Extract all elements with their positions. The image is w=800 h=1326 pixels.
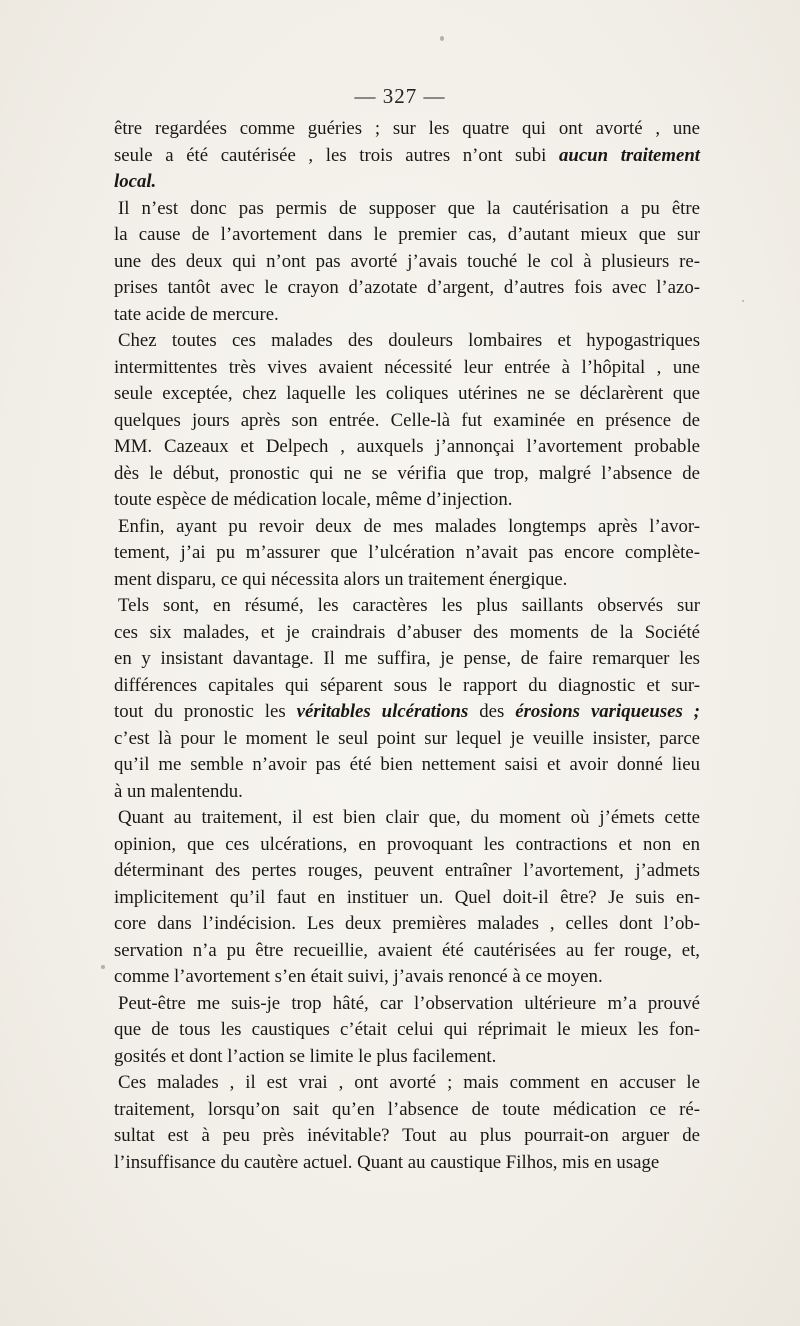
text-run: des [468,701,516,722]
text-line [114,1044,700,1071]
text-run: implicitement qu’il faut en instituer un. Quel doit-il être? Je suis en- [114,886,700,908]
emphasis-text: véritables ulcérations [296,701,469,722]
text-run: que de tous les caustiques c’était celui qui réprimait le mieux les fon- [114,1019,700,1040]
text-run: l’insuffisance du cautère actuel. Quant au caustique Filhos, mis en usage [114,1151,660,1173]
text-line [114,116,700,143]
text-line [114,381,700,408]
text-run: seule a été cautérisée , les trois autres n’ont subi [114,144,559,166]
print-speck [440,36,444,41]
text-run: toute espèce de médication locale, même d’injection. [114,489,513,510]
text-run: c’est là pour le moment le seul point sur lequel je veuille insister, parce [114,727,700,749]
text-line [114,832,700,859]
text-run: Ces malades , il est vrai , ont avorté ; mais comment en accuser le [118,1072,700,1093]
paragraph [114,991,700,1071]
text-run: servation n’a pu être recueillie, avaient été cautérisées au fer rouge, et, [114,939,700,961]
text-run: ces six malades, et je craindrais d’abuser des moments de la Société [114,621,700,643]
text-line [114,540,700,567]
print-speck [742,300,744,302]
text-run: différences capitales qui séparent sous le rapport du diagnostic et sur- [114,674,700,696]
text-line [114,991,700,1018]
text-run: la cause de l’avortement dans le premier cas, d’autant mieux que sur [114,224,700,245]
text-run: dès le début, pronostic qui ne se vérifia que trop, malgré l’absence de [114,462,700,484]
text-line [114,143,700,170]
text-line [114,461,700,488]
text-run: MM. Cazeaux et Delpech , auxquels j’annonçai l’avortement probable [114,436,700,457]
paragraph [114,514,700,594]
text-run: déterminant des pertes rouges, peuvent entraîner l’avortement, j’admets [114,860,700,881]
text-line [114,514,700,541]
text-line [114,593,700,620]
text-line [114,408,700,435]
text-run: prises tantôt avec le crayon d’azotate d’argent, d’autres fois avec l’azo- [114,277,700,298]
text-line [114,275,700,302]
text-line [114,434,700,461]
text-run: tement, j’ai pu m’assurer que l’ulcération n’avait pas encore complète- [114,542,700,563]
text-run: qu’il me semble n’avoir pas été bien nettement saisi et avoir donné lieu [114,754,700,775]
text-line [114,487,700,514]
text-line [114,805,700,832]
text-line [114,673,700,700]
emphasis-text: érosions variqueuses ; [515,701,701,722]
paragraph [114,805,700,991]
emphasis-text: aucun traitement [559,144,700,166]
text-line [114,355,700,382]
text-run: Peut-être me suis-je trop hâté, car l’observation ultérieure m’a prouvé [118,992,700,1014]
text-line [114,1070,700,1097]
text-line [114,249,700,276]
text-run: opinion, que ces ulcérations, en provoquant les contractions et non en [114,833,700,855]
text-line [114,1017,700,1044]
text-run: Il n’est donc pas permis de supposer que la cautérisation a pu être [118,197,700,219]
paragraph [114,196,700,329]
text-line [114,726,700,753]
text-line [114,1123,700,1150]
body-text [114,116,700,1176]
text-run: une des deux qui n’ont pas avorté j’avais touché le col à plusieurs re- [114,250,700,272]
text-line [114,646,700,673]
paragraph [114,593,700,805]
paragraph [114,328,700,514]
text-run: gosités et dont l’action se limite le plus facilement. [114,1045,497,1067]
text-line [114,699,700,726]
text-run: être regardées comme guéries ; sur les quatre qui ont avorté , une [114,118,700,139]
text-run: à un malentendu. [114,780,243,802]
text-line [114,858,700,885]
print-speck [101,965,105,969]
text-line [114,911,700,938]
text-run: traitement, lorsqu’on sait qu’en l’absence de toute médication ce ré- [114,1098,700,1120]
text-run: Quant au traitement, il est bien clair que, du moment où j’émets cette [118,807,700,828]
text-line [114,938,700,965]
text-run: ment disparu, ce qui nécessita alors un traitement énergique. [114,568,568,590]
paragraph [114,116,700,196]
text-run: en y insistant davantage. Il me suffira, je pense, de faire remarquer les [114,648,700,669]
text-run: tate acide de mercure. [114,303,279,325]
text-run: Chez toutes ces malades des douleurs lombaires et hypogastriques [118,330,700,351]
text-line [114,620,700,647]
text-run: core dans l’indécision. Les deux premières malades , celles dont l’ob- [114,913,700,934]
paragraph [114,1070,700,1176]
text-line [114,885,700,912]
text-line [114,222,700,249]
text-line [114,302,700,329]
text-line [114,328,700,355]
text-run: sultat est à peu près inévitable? Tout au plus pourrait-on arguer de [114,1125,700,1146]
text-run: Enfin, ayant pu revoir deux de mes malades longtemps après l’avor- [118,515,700,537]
text-run: Tels sont, en résumé, les caractères les plus saillants observés sur [118,595,700,616]
text-run: comme l’avortement s’en était suivi, j’avais renoncé à ce moyen. [114,966,603,987]
text-line [114,752,700,779]
page-number: — 327 — [354,84,446,108]
text-line [114,1097,700,1124]
text-line [114,1150,700,1177]
text-run: tout du pronostic les [114,701,297,722]
text-line [114,779,700,806]
text-line [114,196,700,223]
text-run: seule exceptée, chez laquelle les coliques utérines ne se déclarèrent que [114,383,700,404]
emphasis-text: local. [114,171,157,192]
text-run: quelques jours après son entrée. Celle-là fut examinée en présence de [114,409,700,431]
text-line [114,964,700,991]
text-run: intermittentes très vives avaient nécessité leur entrée à l’hôpital , une [114,356,700,378]
text-line [114,567,700,594]
text-line [114,169,700,196]
